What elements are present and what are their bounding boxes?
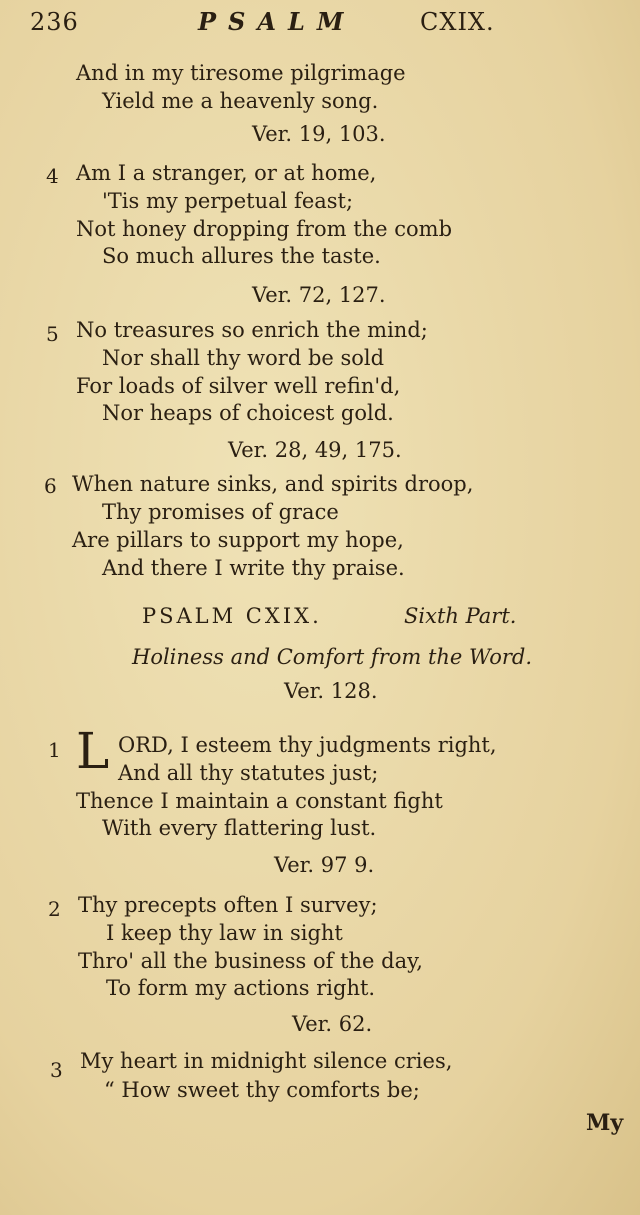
- verse-line: To form my actions right.: [106, 976, 376, 1000]
- verse-line: Nor heaps of choicest gold.: [102, 401, 394, 425]
- verse-line: Am I a stranger, or at home,: [76, 161, 377, 185]
- verse-line: So much allures the taste.: [102, 244, 381, 268]
- verse-reference: Ver. 97 9.: [274, 853, 375, 877]
- running-title: PSALM: [198, 7, 356, 36]
- verse-reference: Ver. 28, 49, 175.: [228, 438, 402, 462]
- verse-line: And in my tiresome pilgrimage: [76, 61, 406, 85]
- part-subtitle: Holiness and Comfort from the Word.: [132, 645, 532, 669]
- verse-line: Nor shall thy word be sold: [102, 346, 385, 370]
- verse-reference: Ver. 62.: [292, 1012, 373, 1036]
- verse-line: Thy precepts often I survey;: [78, 893, 378, 917]
- verse-reference: Ver. 128.: [284, 679, 378, 703]
- verse-line: ORD, I esteem thy judgments right,: [118, 733, 497, 757]
- verse-line: And there I write thy praise.: [102, 556, 405, 580]
- verse-line: Are pillars to support my hope,: [72, 528, 404, 552]
- verse-reference: Ver. 19, 103.: [252, 122, 386, 146]
- stanza-number: 2: [48, 897, 61, 921]
- catchword: My: [586, 1110, 624, 1136]
- part-label: Sixth Part.: [404, 604, 517, 628]
- part-title: PSALM CXIX.: [142, 604, 322, 628]
- verse-line: 'Tis my perpetual feast;: [102, 189, 354, 213]
- verse-line: Yield me a heavenly song.: [102, 89, 379, 113]
- verse-reference: Ver. 72, 127.: [252, 283, 386, 307]
- drop-cap: L: [76, 722, 110, 780]
- stanza-number: 1: [48, 738, 61, 762]
- verse-line: No treasures so enrich the mind;: [76, 318, 428, 342]
- verse-line: Not honey dropping from the comb: [76, 217, 453, 241]
- verse-line: “ How sweet thy comforts be;: [104, 1078, 420, 1102]
- psalm-number: CXIX.: [420, 8, 495, 36]
- stanza-number: 3: [50, 1058, 63, 1082]
- verse-line: And all thy statutes just;: [118, 761, 379, 785]
- verse-line: My heart in midnight silence cries,: [80, 1049, 453, 1073]
- verse-line: When nature sinks, and spirits droop,: [72, 472, 474, 496]
- verse-line: Thy promises of grace: [102, 500, 339, 524]
- verse-line: Thence I maintain a constant fight: [76, 789, 443, 813]
- stanza-number: 4: [46, 164, 59, 188]
- verse-line: With every flattering lust.: [102, 816, 377, 840]
- verse-line: I keep thy law in sight: [106, 921, 343, 945]
- page-number: 236: [30, 8, 79, 36]
- stanza-number: 6: [44, 474, 57, 498]
- verse-line: For loads of silver well refin'd,: [76, 374, 401, 398]
- stanza-number: 5: [46, 322, 59, 346]
- verse-line: Thro' all the business of the day,: [78, 949, 423, 973]
